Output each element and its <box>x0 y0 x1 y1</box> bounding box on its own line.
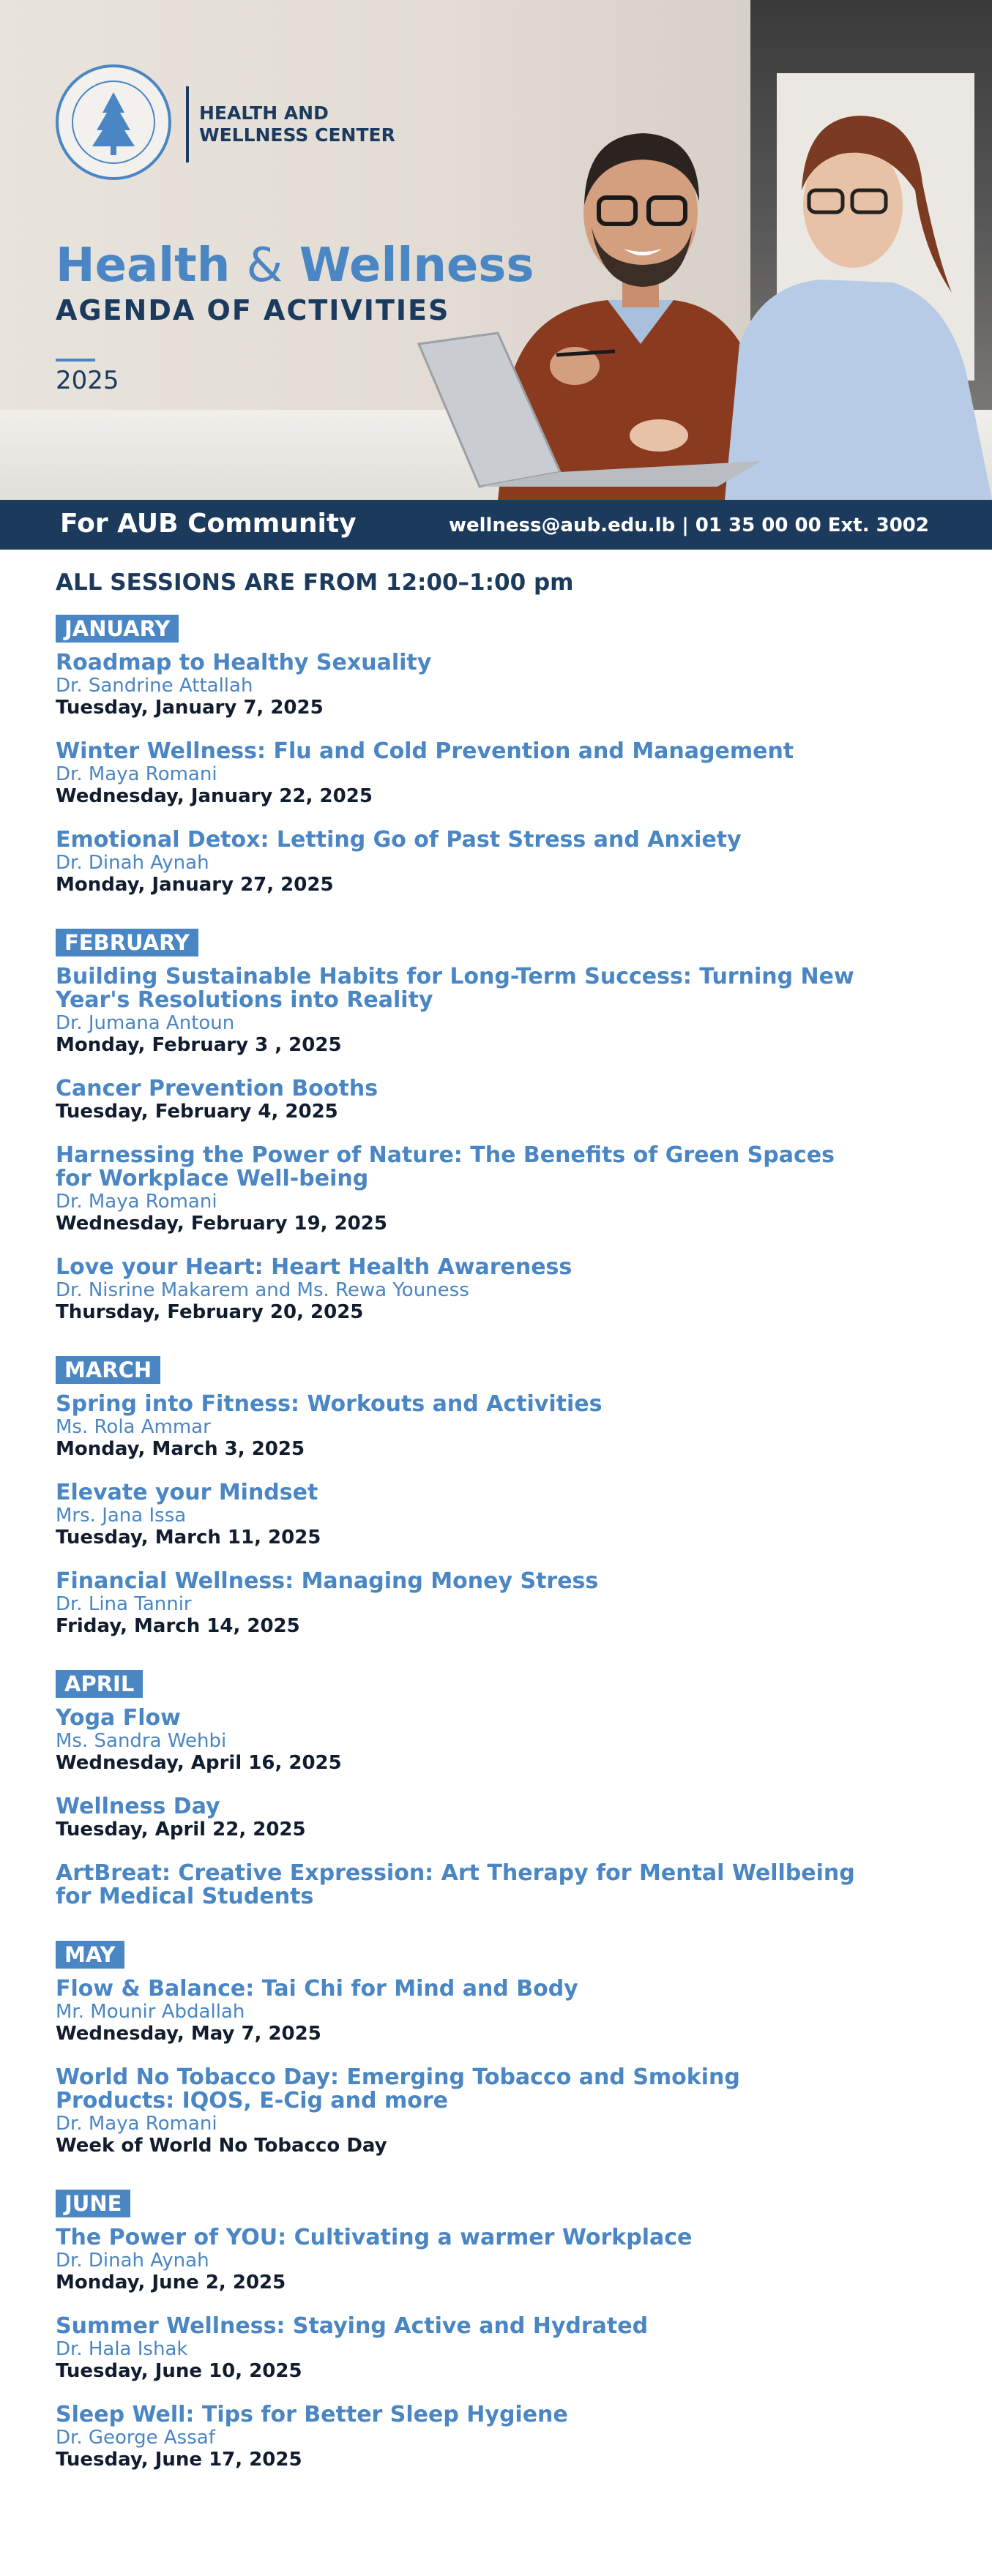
event-item <box>56 2226 956 2294</box>
month-section-january <box>56 615 956 896</box>
event-title: Sleep Well: Tips for Better Sleep Hygiene <box>56 2402 568 2427</box>
month-heading: MARCH <box>56 1356 160 1384</box>
event-date: Wednesday, February 19, 2025 <box>56 1213 387 1235</box>
agenda-list <box>56 569 956 2504</box>
sessions-time-note: ALL SESSIONS ARE FROM 12:00–1:00 pm <box>56 569 574 596</box>
month-section-march <box>56 1356 956 1638</box>
event-title: ArtBreat: Creative Expression: Art Therapy for Mental Wellbeing for Medical Students <box>56 1860 855 1909</box>
event-title: Love your Heart: Heart Health Awareness <box>56 1254 573 1280</box>
contact-info: wellness@aub.edu.lb | 01 35 00 00 Ext. 3002 <box>448 514 929 536</box>
event-speaker: Mr. Mounir Abdallah <box>56 2001 245 2023</box>
month-section-february <box>56 929 956 1324</box>
event-date: Week of World No Tobacco Day <box>56 2135 387 2157</box>
event-date: Tuesday, February 4, 2025 <box>56 1101 338 1123</box>
event-item <box>56 1077 956 1123</box>
event-title: Flow & Balance: Tai Chi for Mind and Body <box>56 1976 578 2002</box>
event-speaker: Dr. Maya Romani <box>56 1191 217 1213</box>
event-title: Building Sustainable Habits for Long-Term Success: Turning New Year's Resolutions into Reality <box>56 964 854 1013</box>
event-title: World No Tobacco Day: Emerging Tobacco and Smoking Products: IQOS, E-Cig and more <box>56 2064 740 2113</box>
event-speaker: Mrs. Jana Issa <box>56 1505 187 1527</box>
title-wellness: Wellness <box>299 239 534 293</box>
event-item <box>56 828 956 896</box>
event-title: Yoga Flow <box>56 1705 181 1731</box>
event-date: Friday, March 14, 2025 <box>56 1615 300 1637</box>
event-item <box>56 1481 956 1549</box>
aub-medical-center-seal-icon <box>56 64 171 180</box>
center-name-line1: HEALTH AND <box>199 102 329 124</box>
center-name-line2: WELLNESS CENTER <box>199 124 395 146</box>
event-date: Monday, March 3, 2025 <box>56 1438 305 1460</box>
title-rule <box>56 359 95 362</box>
event-speaker: Dr. Hala Ishak <box>56 2338 188 2360</box>
hero-banner <box>0 0 992 500</box>
event-title: Roadmap to Healthy Sexuality <box>56 650 432 675</box>
event-title: Wellness Day <box>56 1794 220 1819</box>
event-date: Wednesday, January 22, 2025 <box>56 785 373 807</box>
page-title <box>56 240 534 291</box>
event-date: Thursday, February 20, 2025 <box>56 1301 364 1323</box>
event-speaker: Dr. Maya Romani <box>56 2113 217 2135</box>
event-item <box>56 2403 956 2471</box>
community-banner <box>0 500 992 550</box>
event-speaker: Dr. Maya Romani <box>56 763 217 785</box>
event-title: Winter Wellness: Flu and Cold Prevention and Management <box>56 738 794 764</box>
title-ampersand: & <box>246 239 283 293</box>
month-section-may <box>56 1941 956 2157</box>
event-date: Tuesday, April 22, 2025 <box>56 1819 306 1841</box>
event-item <box>56 2066 956 2157</box>
event-title: Harnessing the Power of Nature: The Benefits of Green Spaces for Workplace Well-being <box>56 1142 835 1191</box>
event-item <box>56 1570 956 1638</box>
event-speaker: Dr. George Assaf <box>56 2427 215 2449</box>
event-item <box>56 1862 956 1909</box>
month-heading: JANUARY <box>56 615 179 643</box>
event-date: Wednesday, April 16, 2025 <box>56 1752 342 1774</box>
event-item <box>56 1977 956 2045</box>
event-date: Tuesday, June 10, 2025 <box>56 2360 302 2382</box>
event-speaker: Dr. Nisrine Makarem and Ms. Rewa Youness <box>56 1279 469 1301</box>
event-date: Wednesday, May 7, 2025 <box>56 2023 321 2045</box>
audience-label: For AUB Community <box>60 509 357 539</box>
center-name <box>199 102 395 146</box>
event-date: Monday, February 3 , 2025 <box>56 1034 342 1056</box>
month-section-june <box>56 2190 956 2471</box>
event-title: Financial Wellness: Managing Money Stress <box>56 1568 599 1594</box>
event-speaker: Ms. Sandra Wehbi <box>56 1730 227 1752</box>
month-section-april <box>56 1670 956 1909</box>
event-title: Emotional Detox: Letting Go of Past Stress and Anxiety <box>56 827 742 853</box>
event-item <box>56 1144 956 1235</box>
event-item <box>56 965 956 1057</box>
event-item <box>56 740 956 808</box>
event-speaker: Dr. Dinah Aynah <box>56 852 209 874</box>
event-speaker: Dr. Lina Tannir <box>56 1593 192 1615</box>
event-item <box>56 651 956 719</box>
event-date: Tuesday, March 11, 2025 <box>56 1527 321 1549</box>
page-subtitle: AGENDA OF ACTIVITIES <box>56 294 450 326</box>
month-heading: JUNE <box>56 2190 130 2217</box>
event-date: Tuesday, June 17, 2025 <box>56 2449 302 2471</box>
event-date: Tuesday, January 7, 2025 <box>56 697 324 719</box>
event-speaker: Dr. Jumana Antoun <box>56 1012 235 1034</box>
month-heading: MAY <box>56 1941 124 1969</box>
event-title: The Power of YOU: Cultivating a warmer Workplace <box>56 2225 693 2250</box>
event-item <box>56 1256 956 1324</box>
event-speaker: Dr. Dinah Aynah <box>56 2250 209 2272</box>
event-item <box>56 1393 956 1461</box>
event-item <box>56 1707 956 1775</box>
event-speaker: Dr. Sandrine Attallah <box>56 675 253 697</box>
event-title: Elevate your Mindset <box>56 1480 318 1505</box>
month-heading: APRIL <box>56 1670 143 1698</box>
event-date: Monday, June 2, 2025 <box>56 2272 286 2294</box>
event-title: Spring into Fitness: Workouts and Activities <box>56 1391 603 1417</box>
event-item <box>56 2315 956 2383</box>
event-title: Cancer Prevention Booths <box>56 1076 378 1101</box>
event-speaker: Ms. Rola Ammar <box>56 1416 211 1438</box>
event-date: Monday, January 27, 2025 <box>56 874 334 896</box>
agenda-year: 2025 <box>56 366 119 395</box>
logo-divider <box>186 86 189 162</box>
title-health: Health <box>56 239 231 293</box>
month-heading: FEBRUARY <box>56 929 198 956</box>
event-item <box>56 1795 956 1841</box>
event-title: Summer Wellness: Staying Active and Hydrated <box>56 2313 649 2339</box>
